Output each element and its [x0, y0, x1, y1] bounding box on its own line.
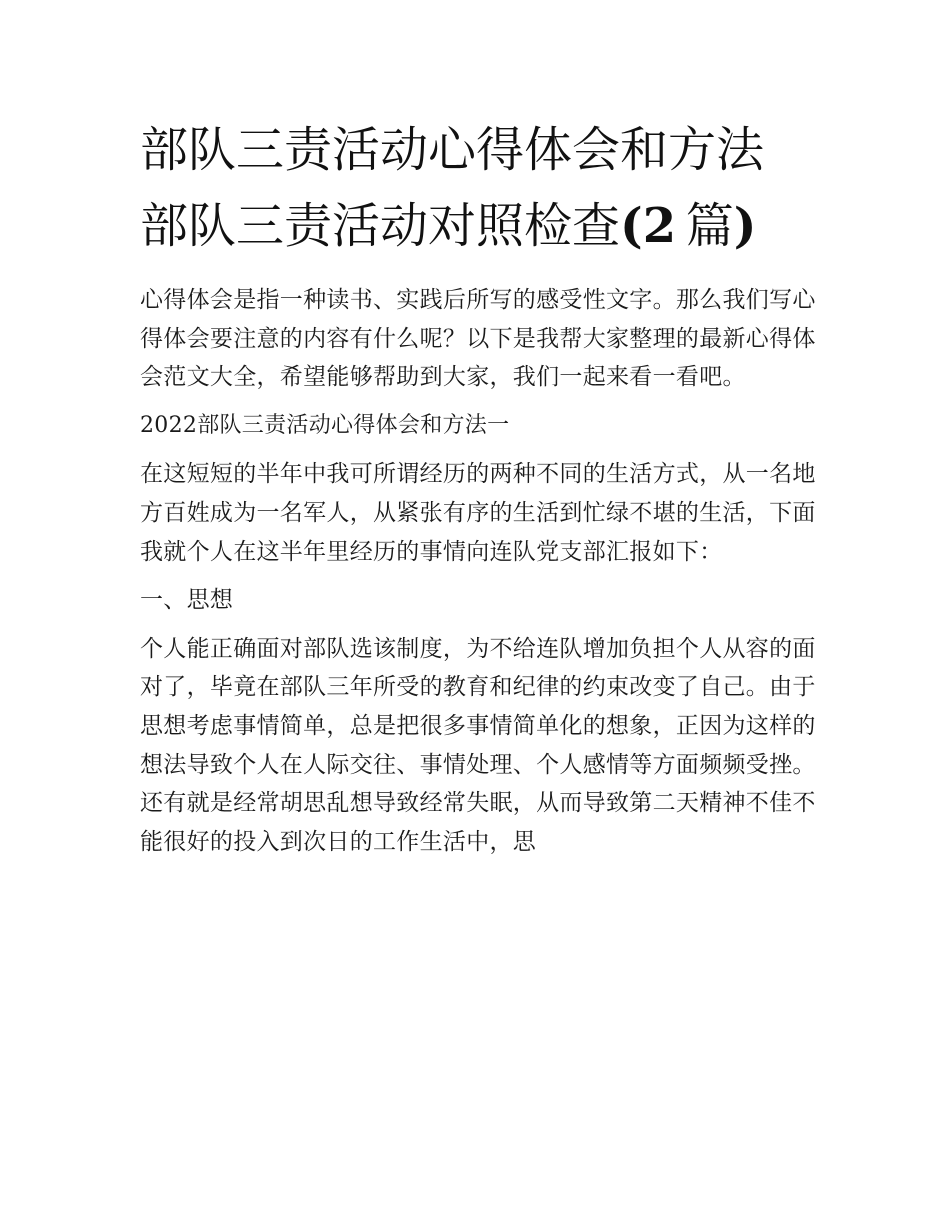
- body-paragraph: 个人能正确面对部队选该制度，为不给连队增加负担个人从容的面对了，毕竟在部队三年所受的教育和纪律的约束改变了自己。由于思想考虑事情简单，总是把很多事情简单化的想象，正因为这样的想法导致个人在人际交往、事情处理、个人感情等方面频频受挫。还有就是经常胡思乱想导致经常失眠，从而导致第二天精神不佳不能很好的投入到次日的工作生活中，思: [140, 635, 816, 855]
- title-line-1: 部队三责活动心得体会和方法: [140, 122, 765, 178]
- title-count-open: (2: [620, 198, 677, 254]
- document-body: [140, 281, 820, 871]
- section-heading: 2022部队三责活动心得体会和方法一: [140, 412, 510, 438]
- body-paragraph: 在这短短的半年中我可所谓经历的两种不同的生活方式，从一名地方百姓成为一名军人，从紧张有序的生活到忙绿不堪的生活，下面我就个人在这半年里经历的事情向连队党支部汇报如下：: [140, 461, 816, 565]
- title-count-close: ): [733, 198, 757, 254]
- title-line-2-prefix: 部队三责活动对照检查: [140, 198, 621, 254]
- intro-paragraph: 心得体会是指一种读书、实践后所写的感受性文字。那么我们写心得体会要注意的内容有什么呢？以下是我帮大家整理的最新心得体会范文大全，希望能够帮助到大家，我们一起来看一看吧。: [140, 287, 816, 391]
- title-count-unit: 篇: [685, 198, 734, 254]
- document-title: [140, 112, 840, 264]
- subsection-heading: 一、思想: [140, 587, 234, 614]
- title-line-2: [140, 188, 840, 264]
